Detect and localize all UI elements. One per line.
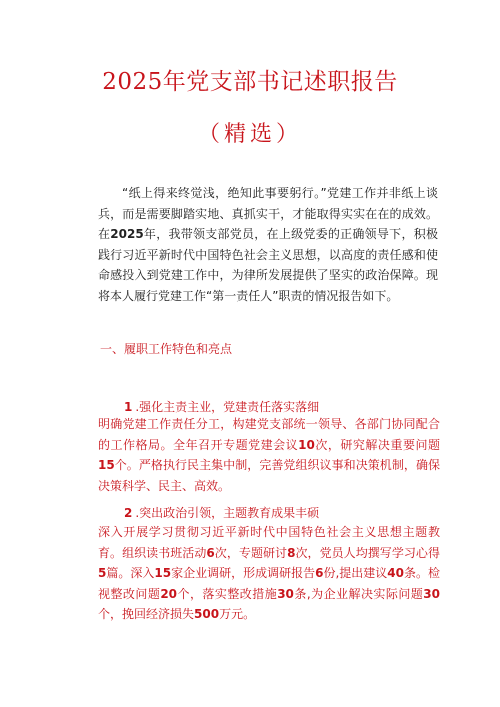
highlight-number: 40 [387,566,404,580]
subsection-number: 1 [124,400,133,414]
highlight-number: 5 [98,566,107,580]
paragraph-text: 条,为企业解决实际问题 [293,586,424,601]
paragraph-text: 深入开展学习贯彻习近平新时代中国特色社会主义思想主题教育。组织读书班活动 [98,525,440,560]
paragraph-text: 个，挽回经济损失 [98,607,195,621]
paragraph-text: 次，研究解决重要问题 [314,437,440,452]
paragraph-text: 次，党员人均撰写学习心得 [295,545,440,560]
paragraph-text: 条。检视整改问题 [98,566,440,601]
highlight-number: 500 [194,607,220,621]
subsection-number: 2 [124,506,133,520]
highlight-number: 15 [98,458,115,472]
highlight-number: 15 [154,566,172,580]
intro-paragraph [98,183,438,306]
intro-text: “纸上得来终觉浅，绝知此事要躬行。”党建工作并非纸上谈兵，而是需要脚踏实地、真抓实干，才能取得实实在在的成效。在 [98,186,438,241]
paragraph-text: 份,提出建议 [323,566,388,580]
highlight-number: 6 [206,545,215,560]
subsection-paragraph [98,522,440,625]
section-heading: 一、履职工作特色和亮点 [100,342,233,356]
subsection-heading [124,504,319,521]
subsection-heading-text: .突出政治引领，主题教育成果丰硕 [135,506,320,520]
highlight-number: 6 [315,566,324,580]
subsection-paragraph [98,414,440,496]
highlight-number: 30 [277,586,294,601]
paragraph-text: 个。严格执行民主集中制，完善党组织议事和决策机制，确保决策科学、民主、高效。 [98,458,440,493]
highlight-number: 10 [298,437,315,452]
intro-text: 年，我带领支部党员，在上级党委的正确领导下，积极践行习近平新时代中国特色社会主义思想，以高度的责任感和使命感投入到党建工作中，为律所发展提供了坚实的政治保障。现将本人履行党建工作“第一责任人”职责的情况报告如下。 [98,227,438,303]
intro-year: 2025 [110,227,144,241]
subsection-heading-text: .强化主责主业，党建责任落实落细 [135,400,320,414]
highlight-number: 20 [160,586,178,601]
subsection-heading [124,398,319,415]
highlight-number: 30 [423,586,440,601]
document-title: 2025年党支部书记述职报告 [102,69,398,95]
paragraph-text: 明确党建工作责任分工，构建党支部统一领导、各部门协同配合的工作格局。全年召开专题党建会议 [98,417,440,452]
document-subtitle: （精选） [197,122,302,147]
paragraph-text: 次，专题研讨 [214,545,288,560]
paragraph-text: 家企业调研，形成调研报告 [171,566,316,580]
paragraph-text: 万元。 [219,607,256,621]
paragraph-text: 篇。深入 [106,566,155,580]
paragraph-text: 个，落实整改措施 [177,586,278,601]
highlight-number: 8 [287,545,296,560]
